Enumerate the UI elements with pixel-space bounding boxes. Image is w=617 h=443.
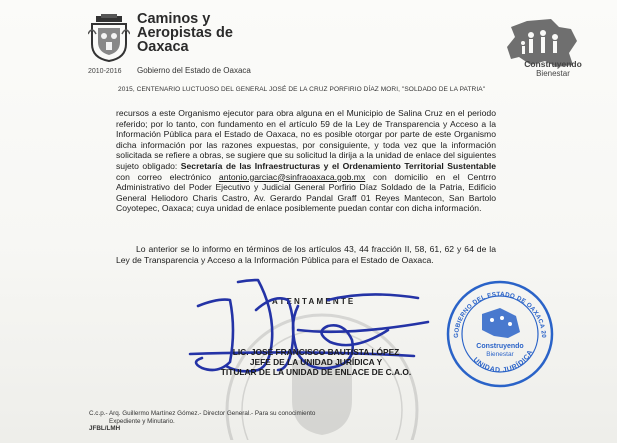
body-paragraph-1 (116, 108, 496, 214)
centenario-banner: 2015, CENTENARIO LUCTUOSO DEL GENERAL JOSÉ DE LA CRUZ PORFIRIO DÍAZ MORI, "SOLDADO DE LA PATRIA" (118, 86, 486, 93)
oaxaca-shield-logo (88, 14, 130, 62)
ccp-initials: JFBL/LMH (89, 425, 121, 432)
signer-name: LIC. JOSÉ FRANCISCO BAUTISTA LÓPEZ (232, 347, 400, 357)
stamp-bottom-text: UNIDAD JURÍDICA (471, 348, 535, 375)
ccp-line1: C.c.p.- Arq. Guillermo Martínez Gómez.- Director General.- Para su conocimiento (89, 410, 316, 417)
organization-name-line3: Oaxaca (137, 39, 189, 55)
letter-body (116, 108, 496, 214)
stamp-brand-line1: Construyendo (476, 343, 524, 350)
stamp-brand-line2: Bienestar (486, 351, 514, 358)
body-text-part2: con correo electrónico (116, 171, 219, 182)
body-text-part1: recursos a este Organismo ejecutor para obra alguna en el Municipio de Salina Cruz en el periodo referido; por lo tanto, con fundamento en el artículo 59 de la Ley de Transparencia y Acceso a la Información Pública para el Estado de Oaxaca, no es posible otorgar por parte de este Organismo dicha información por las razones expuestas, por consiguiente, y toda vez que la información solicitada se refiere a obras, se sugiere que su solicitud la dirija a la unidad de enlace del siguientes sujeto obligado: (116, 108, 496, 171)
organization-name-line2: Aeropistas de (137, 25, 233, 41)
signer-role-line1: JEFE DE LA UNIDAD JURÍDICA Y (249, 357, 383, 367)
email-link[interactable]: antonio.garciac@sinfraoaxaca.gob.mx (218, 171, 366, 182)
ccp-line2: Expediente y Minutario. (109, 417, 175, 425)
body-paragraph-2: Lo anterior se lo informo en términos de los artículos 43, 44 fracción II, 58, 61, 62 y 64 de la Ley de Transparencia y Acceso a la Información Pública para el Estado de Oaxaca. (116, 244, 496, 265)
brand-line2: Bienestar (536, 69, 570, 78)
body-text-part3: con domicilio en el Centrro Administrativo del Poder Ejecutivo y Judicial General Porfirio Díaz Soldado de la Patria, Edificio General Heliodoro Charis Castro, Av. Gerardo Pandal Graff 01 Reyes Mantecon, San Bartolo Coyotepec, Oaxaca; cuya unidad de enlace posiblemente puedan contar con dicha información. (116, 171, 496, 214)
carbon-copy-block (89, 410, 315, 433)
brand-line1: Construyendo (524, 59, 582, 69)
organization-name (137, 12, 233, 54)
organization-name-line1: Caminos y (137, 11, 211, 27)
stamp-ring-text: GOBIERNO DEL ESTADO DE OAXACA 20 (452, 290, 548, 339)
closing-atentamente: ATENTAMENTE (272, 297, 356, 306)
signer-block (188, 347, 444, 377)
header-years: 2010-2016 (88, 68, 122, 75)
official-stamp (444, 278, 556, 390)
obligated-entity-name: Secretaría de las Infraestructuras y el Ordenamiento Territorial Sustentable (180, 160, 496, 171)
signer-role-line2: TITULAR DE LA UNIDAD DE ENLACE DE C.A.O. (220, 367, 412, 377)
construyendo-bienestar-wordmark (508, 60, 598, 78)
government-subtitle: Gobierno del Estado de Oaxaca (137, 66, 251, 75)
